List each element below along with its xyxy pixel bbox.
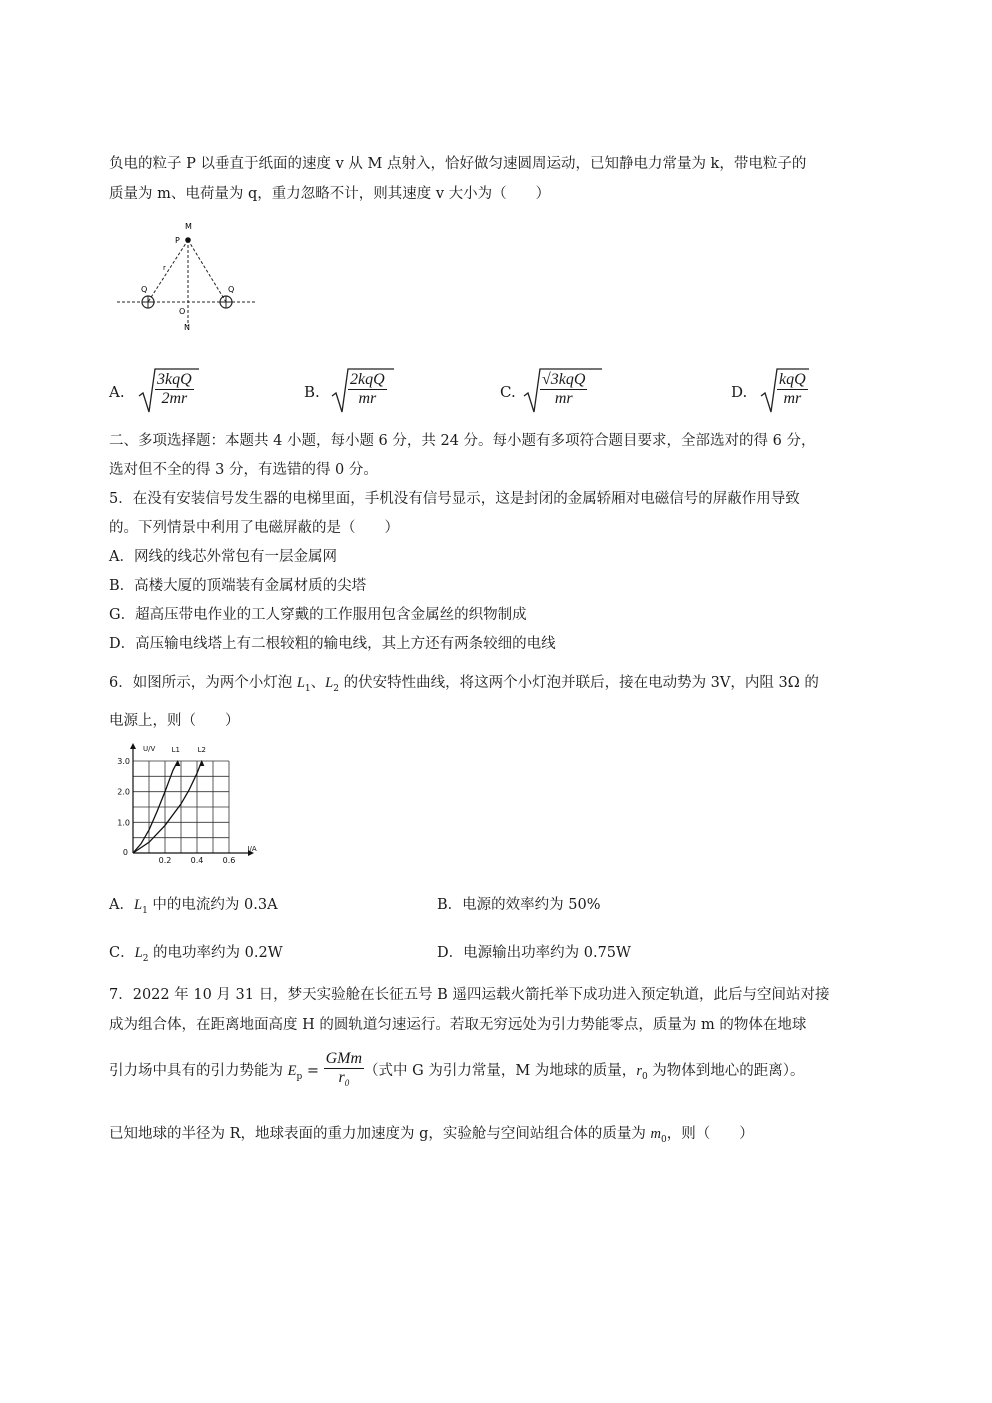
fraction-numerator: GMm [325,1050,363,1067]
lamp-subscript: 2 [333,683,339,694]
q6-text-c: 的伏安特性曲线，将这两个小灯泡并联后，接在电动势为 3V，内阻 3Ω 的 [338,675,819,691]
lamp-symbol: L [133,897,143,913]
q7-text-line2: 成为组合体，在距离地面高度 H 的圆轨道匀速运行。若取无穷远处为引力势能零点，质量为 m 的物体在地球 [109,1017,807,1033]
chart-series [133,760,204,853]
option-label: A． [109,897,134,913]
option-label: D． [437,945,464,961]
x-tick-label: 0.4 [190,856,204,865]
option-c-label: C. [500,383,516,401]
potential-energy-fraction [324,1050,364,1092]
lamp-symbol: L [325,675,334,691]
q5-option-a[interactable]: A．网线的线芯外常包有一层金属网 [109,549,337,565]
x-axis-label: I/A [247,845,257,853]
q6-text-line1 [109,673,819,699]
equals-sign: = [302,1063,324,1080]
q6-text-a: 6．如图所示，为两个小灯泡 [109,675,297,691]
q7-text-e: ，则（ ） [666,1126,754,1142]
option-text: 电源的效率约为 50% [462,897,601,913]
mass-symbol: m [650,1126,662,1142]
label-o: O [179,307,186,316]
option-b-numerator: 2kqQ [350,371,385,388]
q6-text-line2: 电源上，则（ ） [109,713,240,729]
option-text: 的电功率约为 0.2W [148,945,283,961]
chart-grid [133,761,229,853]
q5-option-d[interactable]: D．高压输电线塔上有二根较粗的输电线，其上方还有两条较细的电线 [109,636,556,652]
q6-option-d[interactable] [437,943,631,963]
q5-option-b[interactable]: B．高楼大厦的顶端装有金属材质的尖塔 [109,578,367,594]
label-q-right: Q [228,285,235,294]
option-a-denominator: 2mr [161,390,188,407]
q5-text-line1: 5．在没有安装信号发生器的电梯里面，手机没有信号显示，这是封闭的金属轿厢对电磁信号的屏蔽作用导致 [109,491,800,507]
option-a-label: A. [109,383,125,401]
q6-option-c[interactable] [109,943,283,969]
label-n: N [184,323,190,332]
origin-label: 0 [122,848,128,857]
option-label: B． [437,897,463,913]
q7-text-b: （式中 G 为引力常量，M 为地球的质量， [364,1063,637,1080]
lamp-symbol: L [296,675,305,691]
option-d-denominator: mr [783,390,802,407]
lamp-subscript: 2 [142,953,149,964]
q7-text-line1: 7．2022 年 10 月 31 日，梦天实验舱在长征五号 B 遥四运载火箭托举下成功进入预定轨道，此后与空间站对接 [109,987,830,1003]
option-text: 电源输出功率约为 0.75W [463,945,631,961]
x-tick-label: 0.6 [222,856,236,865]
potential-energy-subscript: p [296,1071,303,1082]
iv-characteristic-chart [108,743,258,868]
option-d-numerator: kqQ [779,371,806,388]
label-p: P [175,236,180,245]
series-label-l1: L1 [171,746,180,754]
q6-option-a[interactable] [109,895,278,921]
option-c-numerator: √3kqQ [542,371,586,388]
q6-option-b[interactable] [437,895,601,915]
label-r: r [163,264,166,272]
mass-subscript: 0 [661,1134,667,1145]
point-p-dot [185,237,191,243]
radius-subscript: 0 [641,1071,648,1082]
label-q-left: Q [141,285,148,294]
q7-text-c: 为物体到地心的距离）。 [647,1063,805,1080]
q4-charge-diagram [112,220,262,332]
section2-heading-line2: 选对但不全的得 3 分，有选错的得 0 分。 [109,462,378,478]
potential-energy-symbol: E [287,1063,297,1080]
option-text: 中的电流约为 0.3A [147,897,278,913]
q5-text-line2: 的。下列情景中利用了电磁屏蔽的是（ ） [109,520,399,536]
section2-heading-line1: 二、多项选择题：本题共 4 小题，每小题 6 分，共 24 分。每小题有多项符合题目要求，全部选对的得 6 分， [109,433,816,449]
radius-symbol: r [636,1063,642,1080]
option-b-denominator: mr [358,390,377,407]
lamp-subscript: 1 [142,905,148,916]
q7-text-d: 已知地球的半径为 R，地球表面的重力加速度为 g，实验舱与空间站组合体的质量为 [109,1126,651,1142]
q4-text-line1: 负电的粒子 P 以垂直于纸面的速度 v 从 M 点射入，恰好做匀速圆周运动，已知静电力常量为 k，带电粒子的 [109,156,807,172]
fraction-denominator: r [338,1069,345,1086]
q7-text-line3 [109,1050,805,1097]
series-label-l2: L2 [197,746,206,754]
q7-text-a: 引力场中具有的引力势能为 [109,1063,288,1080]
fraction-denominator-subscript: 0 [344,1078,350,1089]
option-d-label: D. [731,383,748,401]
y-axis-label: U/V [143,745,156,753]
q5-option-c[interactable]: G．超高压带电作业的工人穿戴的工作服用包含金属丝的织物制成 [109,607,527,623]
label-m: M [185,222,192,231]
y-tick-label: 2.0 [117,787,130,797]
q6-text-b: 、 [310,675,326,691]
option-b-label: B. [304,383,320,401]
y-tick-label: 3.0 [117,757,130,766]
option-label: C． [109,945,135,961]
option-c-denominator: mr [554,390,573,407]
q7-text-line4 [109,1124,754,1150]
lamp-symbol: L [134,945,143,961]
lamp-subscript: 1 [304,683,311,694]
x-tick-label: 0.2 [158,856,172,865]
option-a-numerator: 3kqQ [157,371,192,388]
y-tick-label: 1.0 [117,818,130,828]
q4-text-line2: 质量为 m、电荷量为 q，重力忽略不计，则其速度 v 大小为（ ） [109,186,551,202]
